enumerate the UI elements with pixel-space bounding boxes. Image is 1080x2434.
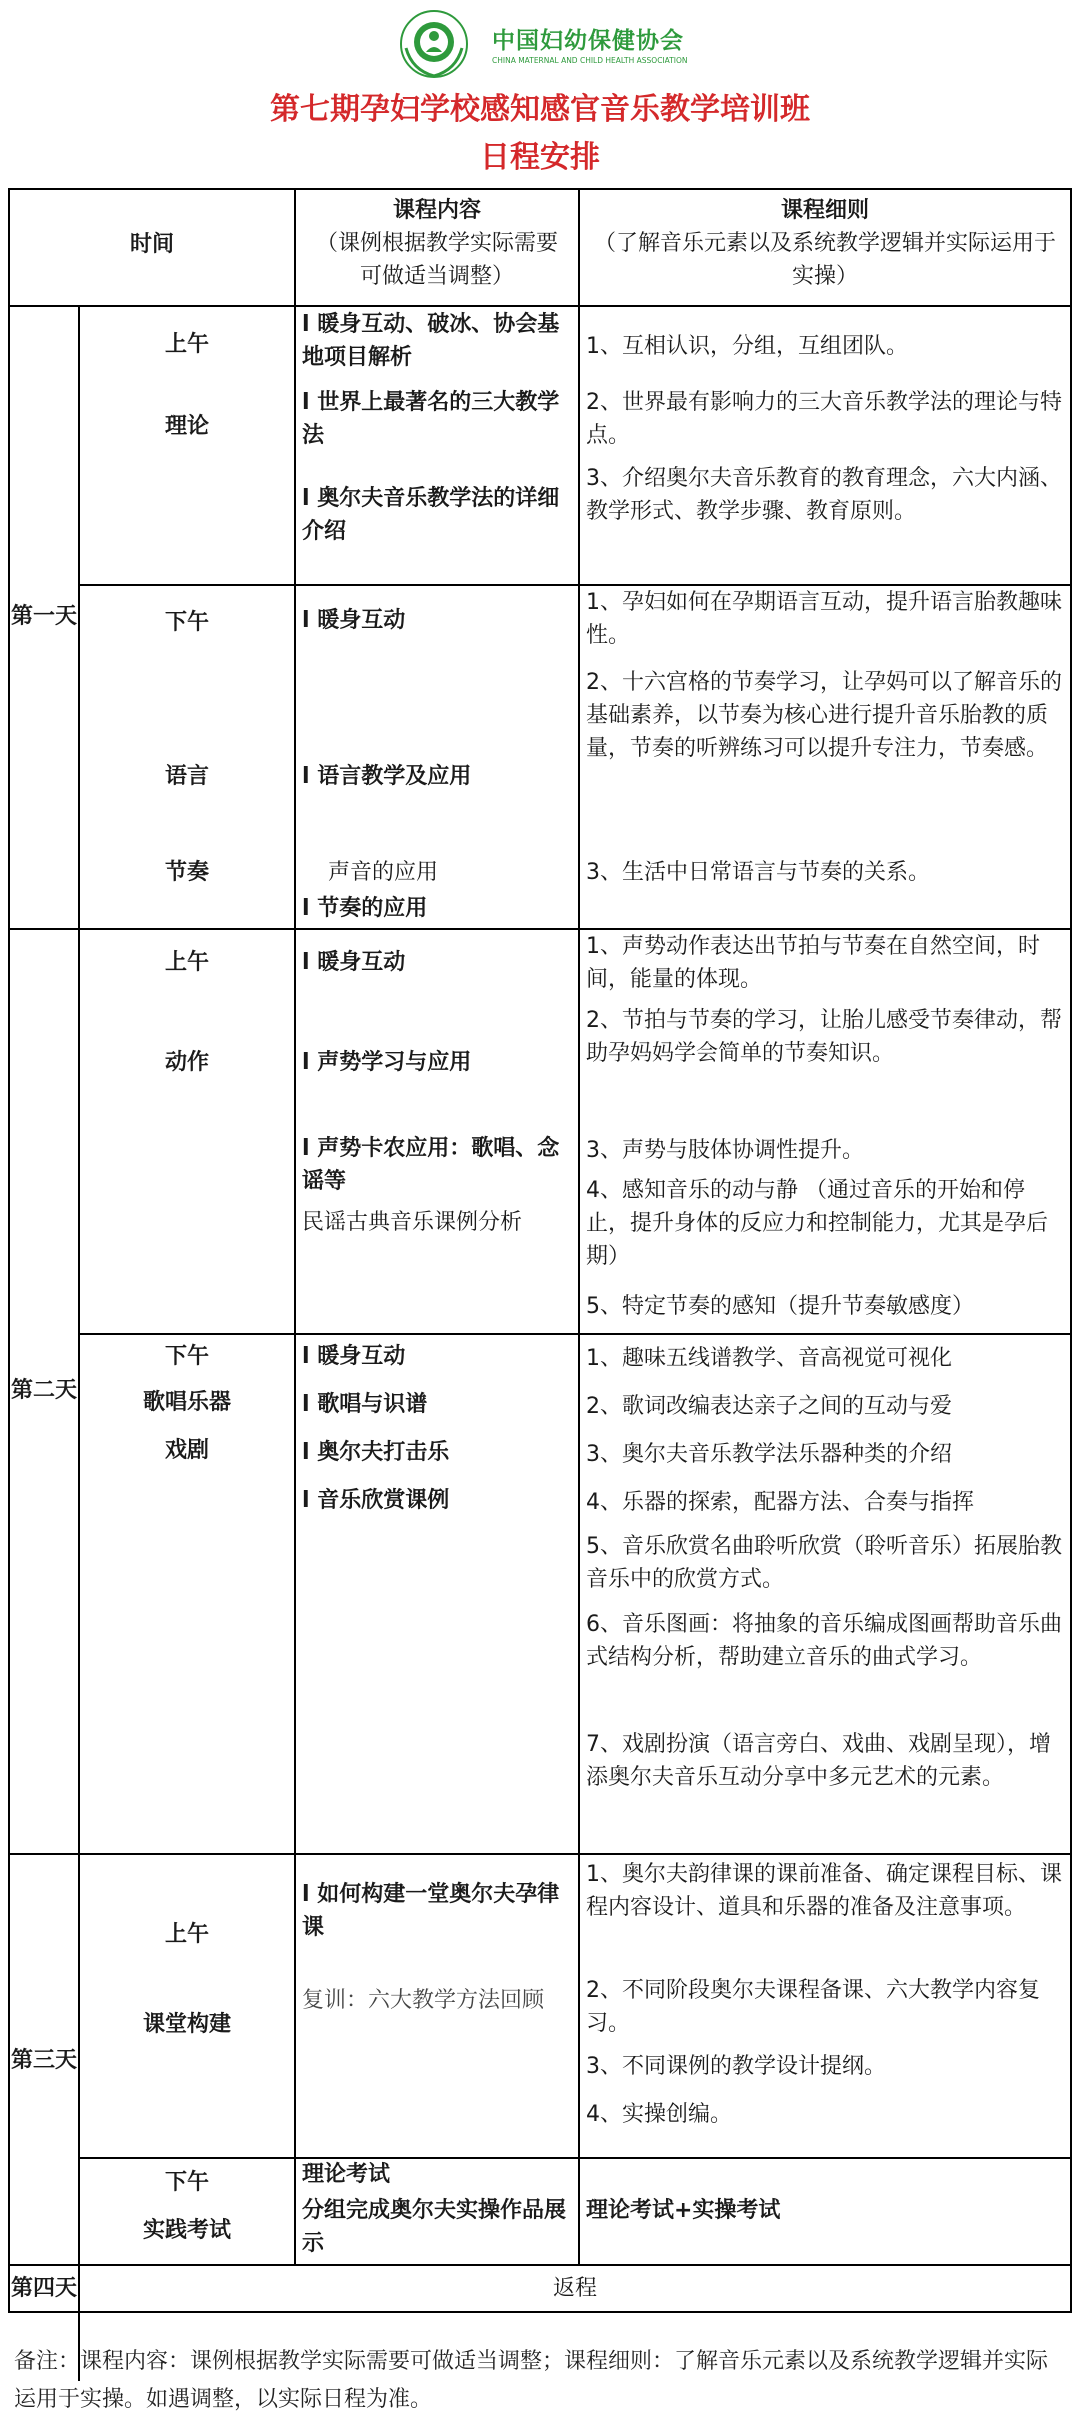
page-subtitle: 日程安排 <box>480 140 600 175</box>
topic-label: 戏剧 <box>164 1438 209 1463</box>
period-label: 下午 <box>164 610 209 635</box>
header-time: 时间 <box>129 232 174 257</box>
detail-item: 2、不同阶段奥尔夫课程备课、六大教学内容复习。 <box>586 1978 1040 2036</box>
content-item: 分组完成奥尔夫实操作品展示 <box>302 2198 567 2256</box>
content-item: 理论考试 <box>302 2162 391 2187</box>
detail-item: 1、趣味五线谱教学、音高视觉可视化 <box>586 1346 952 1371</box>
schedule-table <box>8 188 1072 2313</box>
day-label: 第一天 <box>10 604 77 629</box>
content-item: l 世界上最著名的三大教学法 <box>302 386 574 452</box>
header-detail-title: 课程细则 <box>780 198 869 223</box>
detail-item: 5、特定节奏的感知（提升节奏敏感度） <box>586 1294 974 1319</box>
detail-item: 2、歌词改编表达亲子之间的互动与爱 <box>586 1394 952 1419</box>
content-item: 声音的应用 <box>328 860 439 885</box>
content-item: l 声势学习与应用 <box>302 1046 574 1079</box>
row-divider <box>78 1333 1072 1335</box>
detail-item: 2、十六宫格的节奏学习，让孕妈可以了解音乐的基础素养，以节奏为核心进行提升音乐胎教的质量，节奏的听辨练习可以提升专注力，节奏感。 <box>586 670 1062 761</box>
topic-label: 语言 <box>164 764 209 789</box>
content-item: l 暖身互动 <box>302 946 574 979</box>
detail-item: 4、实操创编。 <box>586 2102 732 2127</box>
content-item: l 奥尔夫打击乐 <box>302 1436 574 1469</box>
detail-column-divider <box>578 188 580 2264</box>
detail-item: 5、音乐欣赏名曲聆听欣赏（聆听音乐）拓展胎教音乐中的欣赏方式。 <box>586 1534 1062 1592</box>
topic-label: 动作 <box>164 1050 209 1075</box>
association-logo-icon <box>398 8 470 80</box>
table-border-top <box>8 188 1072 190</box>
detail-item: 3、生活中日常语言与节奏的关系。 <box>586 860 930 885</box>
topic-label: 节奏 <box>164 860 209 885</box>
content-item: l 暖身互动 <box>302 604 574 637</box>
org-name-cn: 中国妇幼保健协会 <box>492 28 684 54</box>
return-trip: 返程 <box>552 2276 597 2301</box>
page-title: 第七期孕妇学校感知感官音乐教学培训班 <box>270 92 810 127</box>
detail-item: 理论考试+实操考试 <box>586 2198 781 2223</box>
content-item: l 音乐欣赏课例 <box>302 1484 574 1517</box>
row-divider <box>78 2157 1072 2159</box>
detail-item: 1、奥尔夫韵律课的课前准备、确定课程目标、课程内容设计、道具和乐器的准备及注意事项。 <box>586 1862 1062 1920</box>
period-label: 上午 <box>164 332 209 357</box>
day-divider <box>8 2264 1072 2266</box>
content-item: 民谣古典音乐课例分析 <box>302 1210 523 1235</box>
detail-item: 6、音乐图画：将抽象的音乐编成图画帮助音乐曲式结构分析，帮助建立音乐的曲式学习。 <box>586 1612 1062 1670</box>
content-item: l 声势卡农应用：歌唱、念谣等 <box>302 1132 574 1198</box>
header-content-sub: （课例根据教学实际需要可做适当调整） <box>315 231 558 289</box>
detail-item: 3、奥尔夫音乐教学法乐器种类的介绍 <box>586 1442 952 1467</box>
content-item: l 奥尔夫音乐教学法的详细介绍 <box>302 482 574 548</box>
detail-item: 1、声势动作表达出节拍与节奏在自然空间，时间，能量的体现。 <box>586 934 1040 992</box>
content-column-divider <box>294 188 296 2264</box>
table-border-bottom <box>8 2311 1072 2313</box>
detail-item: 1、孕妇如何在孕期语言互动，提升语言胎教趣味性。 <box>586 590 1062 648</box>
detail-item: 7、戏剧扮演（语言旁白、戏曲、戏剧呈现），增添奥尔夫音乐互动分享中多元艺术的元素。 <box>586 1732 1051 1790</box>
header-content-title: 课程内容 <box>392 198 481 223</box>
detail-item: 4、乐器的探索，配器方法、合奏与指挥 <box>586 1490 974 1515</box>
header-row-divider <box>8 305 1072 307</box>
day-divider <box>8 1853 1072 1855</box>
detail-item: 3、声势与肢体协调性提升。 <box>586 1138 864 1163</box>
header <box>0 0 1080 185</box>
table-border-right <box>1070 188 1072 2313</box>
topic-label: 歌唱乐器 <box>142 1390 231 1415</box>
detail-item: 4、感知音乐的动与静 （通过音乐的开始和停止，提升身体的反应力和控制能力，尤其是孕后期） <box>586 1178 1049 1269</box>
content-item: l 语言教学及应用 <box>302 760 574 793</box>
topic-label: 理论 <box>164 414 209 439</box>
day-label: 第二天 <box>10 1378 77 1403</box>
detail-item: 1、互相认识，分组，互组团队。 <box>586 334 908 359</box>
detail-item: 2、节拍与节奏的学习，让胎儿感受节奏律动，帮助孕妈妈学会简单的节奏知识。 <box>586 1008 1062 1066</box>
period-label: 下午 <box>164 2170 209 2195</box>
content-item: l 歌唱与识谱 <box>302 1388 574 1421</box>
footnote: 备注：课程内容：课例根据教学实际需要可做适当调整；课程细则：了解音乐元素以及系统教学逻辑并实际运用于实操。如遇调整，以实际日程为准。 <box>14 2349 1049 2412</box>
day-label: 第三天 <box>10 2048 77 2073</box>
header-detail-sub: （了解音乐元素以及系统教学逻辑并实际运用于实操） <box>593 231 1056 289</box>
topic-label: 实践考试 <box>142 2218 231 2243</box>
detail-item: 2、世界最有影响力的三大音乐教学法的理论与特点。 <box>586 390 1062 448</box>
table-border-left <box>8 188 10 2313</box>
content-item: l 暖身互动、破冰、协会基地项目解析 <box>302 308 574 374</box>
topic-label: 课堂构建 <box>142 2012 231 2037</box>
content-item: l 暖身互动 <box>302 1340 574 1373</box>
period-label: 上午 <box>164 1922 209 1947</box>
content-item: l 如何构建一堂奥尔夫孕律课 <box>302 1878 574 1944</box>
detail-item: 3、介绍奥尔夫音乐教育的教育理念，六大内涵、教学形式、教学步骤、教育原则。 <box>586 466 1062 524</box>
content-item: l 节奏的应用 <box>302 892 574 925</box>
content-item: 复训：六大教学方法回顾 <box>302 1988 545 2013</box>
detail-item: 3、不同课例的教学设计提纲。 <box>586 2054 886 2079</box>
period-label: 上午 <box>164 950 209 975</box>
day-label: 第四天 <box>10 2276 77 2301</box>
period-label: 下午 <box>164 1344 209 1369</box>
org-name-en: CHINA MATERNAL AND CHILD HEALTH ASSOCIATION <box>492 56 688 65</box>
